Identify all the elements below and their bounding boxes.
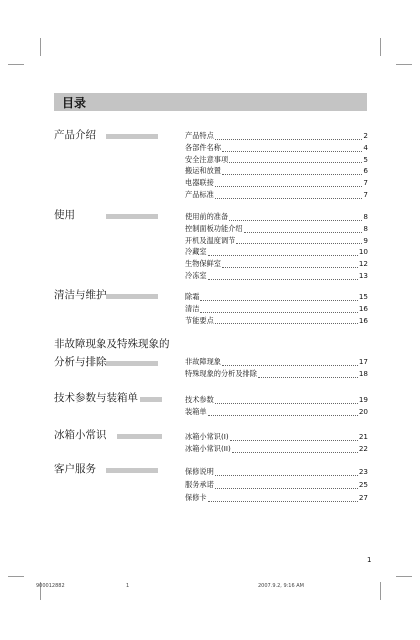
toc-entry-label: 除霜 [185, 292, 200, 301]
section-title: 清洁与维护 [54, 289, 107, 301]
leader-dots [222, 365, 358, 366]
toc-entry-page: 6 [363, 166, 368, 176]
toc-entry[interactable] [185, 130, 368, 142]
toc-entry[interactable] [185, 315, 368, 327]
leader-dots [208, 415, 358, 416]
section-title: 客户服务 [54, 463, 96, 475]
leader-dots [236, 243, 362, 244]
toc-entry-label: 产品标准 [185, 189, 214, 199]
toc-entry-page: 15 [358, 292, 368, 301]
toc-entry-page: 12 [358, 259, 368, 269]
toc-entry[interactable] [185, 478, 368, 491]
section-title: 使用 [54, 209, 75, 221]
toc-entry-label: 冰箱小常识(I) [185, 432, 229, 441]
leader-dots [215, 475, 358, 476]
toc-entry-page: 16 [358, 315, 368, 325]
leader-dots [200, 312, 357, 313]
toc-entry-page: 21 [358, 432, 368, 441]
toc-entry-label: 特殊现象的分析及排除 [185, 368, 257, 378]
section-title-line: 非故障现象及特殊现象的 [54, 338, 170, 350]
section-title: 冰箱小常识 [54, 429, 107, 441]
leader-dots [232, 452, 358, 453]
toc-section-customer-service [54, 462, 96, 477]
toc-entries [185, 211, 368, 282]
toc-entry-page: 25 [358, 480, 368, 489]
toc-entry[interactable] [185, 177, 368, 189]
leader-dots [215, 488, 358, 489]
toc-entry-label: 保修卡 [185, 493, 207, 502]
toc-entry-label: 生物保鲜室 [185, 259, 221, 269]
toc-entry-label: 使用前的准备 [185, 212, 229, 221]
page-number: 1 [367, 556, 372, 564]
toc-entry-label: 开机及温度调节 [185, 235, 236, 245]
toc-entry[interactable] [185, 406, 368, 418]
leader-dots [215, 403, 358, 404]
toc-entry-label: 节能要点 [185, 315, 214, 325]
leader-dots [208, 255, 358, 256]
toc-entry-page: 5 [363, 154, 368, 164]
section-title: 技术参数与装箱单 [54, 392, 138, 404]
section-rule [106, 468, 158, 473]
toc-entry-page: 4 [363, 142, 368, 152]
toc-entry[interactable] [185, 443, 368, 455]
toc-entry[interactable] [185, 465, 368, 478]
leader-dots [258, 377, 358, 378]
toc-entry[interactable] [185, 211, 368, 223]
toc-entry-page: 23 [358, 467, 368, 476]
toc-entry-label: 电器联接 [185, 178, 214, 188]
toc-entry-label: 控制面板功能介绍 [185, 223, 243, 233]
toc-entry[interactable] [185, 394, 368, 406]
toc-entry-page: 19 [358, 395, 368, 404]
section-rule [106, 294, 158, 299]
leader-dots [230, 440, 358, 441]
toc-section-tips [54, 428, 107, 443]
toc-entry-label: 冷藏室 [185, 247, 207, 257]
leader-dots [229, 162, 362, 163]
section-rule [106, 134, 158, 139]
toc-entry-label: 装箱单 [185, 406, 207, 416]
leader-dots [208, 501, 358, 502]
toc-entry-page: 27 [358, 493, 368, 502]
toc-entry[interactable] [185, 142, 368, 154]
toc-entries [185, 291, 368, 326]
toc-entry[interactable] [185, 491, 368, 504]
leader-dots [222, 151, 362, 152]
section-rule [140, 397, 162, 402]
toc-section-usage [54, 208, 75, 223]
toc-entry[interactable] [185, 258, 368, 270]
toc-entry-page: 8 [363, 223, 368, 233]
toc-entry-label: 技术参数 [185, 395, 214, 404]
toc-entries [185, 431, 368, 455]
toc-entry[interactable] [185, 235, 368, 247]
toc-entries [185, 394, 368, 418]
toc-entry-page: 13 [358, 270, 368, 280]
toc-entry-page: 18 [358, 368, 368, 378]
toc-entry[interactable] [185, 154, 368, 166]
leader-dots [244, 232, 363, 233]
toc-section-cleaning [54, 288, 107, 303]
contents-title-bar [54, 93, 367, 111]
contents-title: 目录 [62, 96, 87, 110]
footer-page: 1 [126, 583, 130, 589]
toc-entry-label: 安全注意事项 [185, 154, 229, 164]
toc-entry[interactable] [185, 368, 368, 380]
toc-entry-page: 20 [358, 406, 368, 416]
toc-entries [185, 356, 368, 380]
toc-entry[interactable] [185, 431, 368, 443]
footer-code: 900012882 [36, 583, 65, 589]
toc-entries [185, 465, 368, 504]
toc-entry-label: 服务承诺 [185, 480, 214, 489]
toc-entry-label: 搬运和放置 [185, 166, 221, 176]
toc-entry-label: 清洁 [185, 303, 200, 313]
toc-entry-page: 22 [358, 443, 368, 453]
section-title: 产品介绍 [54, 129, 96, 141]
toc-entry-page: 17 [358, 357, 368, 366]
leader-dots [229, 220, 362, 221]
leader-dots [200, 300, 357, 301]
toc-entry-label: 各部件名称 [185, 142, 221, 152]
toc-entry-label: 保修说明 [185, 467, 214, 476]
toc-entry-page: 8 [363, 212, 368, 221]
section-rule [106, 214, 158, 219]
toc-entry[interactable] [185, 189, 368, 201]
toc-entry[interactable] [185, 270, 368, 282]
toc-entry-label: 冷冻室 [185, 270, 207, 280]
toc-entry[interactable] [185, 223, 368, 235]
toc-entry-page: 7 [363, 178, 368, 188]
toc-entry-page: 10 [358, 247, 368, 257]
toc-entry-page: 16 [358, 303, 368, 313]
section-rule [106, 361, 158, 366]
toc-entry-page: 7 [363, 189, 368, 199]
toc-entry-label: 冰箱小常识(II) [185, 443, 231, 453]
leader-dots [222, 174, 362, 175]
section-title-line: 分析与排除 [54, 356, 107, 368]
leader-dots [208, 279, 358, 280]
toc-entry[interactable] [185, 165, 368, 177]
toc-section-specs [54, 391, 138, 406]
toc-entry[interactable] [185, 356, 368, 368]
leader-dots [215, 139, 363, 140]
leader-dots [215, 198, 363, 199]
leader-dots [222, 267, 358, 268]
toc-entry-label: 产品特点 [185, 131, 214, 140]
leader-dots [215, 186, 363, 187]
toc-entry-label: 非故障现象 [185, 357, 221, 366]
toc-entry[interactable] [185, 246, 368, 258]
toc-entry-page: 9 [363, 235, 368, 245]
toc-entries [185, 130, 368, 201]
leader-dots [215, 323, 358, 324]
footer-timestamp: 2007.9.2, 9:16 AM [258, 583, 304, 589]
toc-entry-page: 2 [363, 131, 368, 140]
toc-entry[interactable] [185, 291, 368, 303]
toc-section-product-intro [54, 128, 96, 143]
toc-entry[interactable] [185, 303, 368, 315]
section-rule [117, 434, 162, 439]
